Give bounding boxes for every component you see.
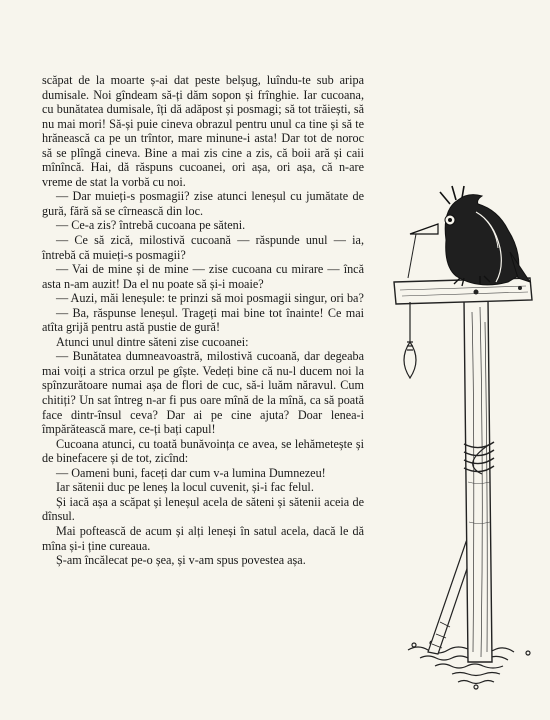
story-text [42, 73, 364, 568]
paragraph: scăpat de la moarte ș-ai dat peste belșug, luîndu-te sub aripa dumisale. Noi gîndeam să-ți dăm sopon și frînghie. Iar cucoana, cu bunătatea dumisale, îți dă adăpost și posmagi; să tot trăiești, să nu mai mori! Să-și puie cineva obrazul pentru unul ca tine și să te hrănească ca pe un trîntor, mare minune-i asta! Dar tot de noroc să se plîngă cineva. Bine a mai zis cine a zis, că boii ară și caii mînîncă. Hai, dă răspuns cucoanei, ori așa, ori așa, că n-are vreme de stat la vorbă cu noi. [42, 73, 364, 189]
paragraph: — Ce-a zis? întrebă cucoana pe săteni. [56, 218, 246, 233]
paragraph: Ș-am încălecat pe-o șea, și v-am spus povestea așa. [56, 553, 306, 568]
paragraph: — Oameni buni, faceți dar cum v-a lumina Dumnezeu! [56, 465, 326, 480]
paragraph: — Bunătatea dumneavoastră, milostivă cucoană, dar degeaba mai voiți a strica orzul pe gîște. Vedeți bine că nu-l ducem noi la spînzurătoare numai așa de flori de cuc, să-i luăm năravul. Cum chitiți? Un sat întreg n-ar fi pus oare mînă de la mînă, ca să poată face dintr-însul ceva? Dar ai pe cine ajuta? Doar lenea-i împărătească mare, ce-ți bați capul! [42, 349, 364, 437]
brace-icon [428, 542, 472, 654]
paragraph: Și iacă așa a scăpat și leneșul acela de săteni și sătenii aceia de dînsul. [42, 494, 364, 524]
paragraph: — Ce să zică, milostivă cucoană — răspunde unul — ia, întrebă că muieți-s posmagii? [42, 233, 364, 262]
paragraph: — Vai de mine și de mine — zise cucoana cu mirare — încă asta n-am auzit! Da el nu poate să și-i moaie? [42, 262, 364, 291]
paragraph: Mai poftească de acum și alți leneși în satul acela, dacă le dă mîna și-i ține cureaua. [42, 523, 364, 553]
paragraph: — Auzi, măi leneșule: te prinzi să moi posmagii singur, ori ba? [56, 291, 364, 306]
gallows-with-crow-illustration [380, 182, 550, 702]
paragraph: Cucoana atunci, cu toată bunăvoința ce avea, se lehămetește și de binefacere și de tot, zicînd: [42, 436, 364, 466]
post-icon [464, 300, 494, 662]
paragraph: — Ba, răspunse leneșul. Trageți mai bine tot înainte! Ce mai atîta grijă pentru astă pustie de gură! [42, 305, 364, 335]
paragraph: — Dar muieți-s posmagii? zise atunci leneșul cu jumătate de gură, fără să se cîrnească din loc. [42, 189, 364, 218]
paragraph: Atunci unul dintre săteni zise cucoanei: [56, 334, 249, 349]
crow-icon [408, 186, 530, 286]
paragraph: Iar sătenii duc pe leneș la locul cuvenit, și-i fac felul. [56, 480, 314, 495]
noose-icon [404, 302, 416, 378]
